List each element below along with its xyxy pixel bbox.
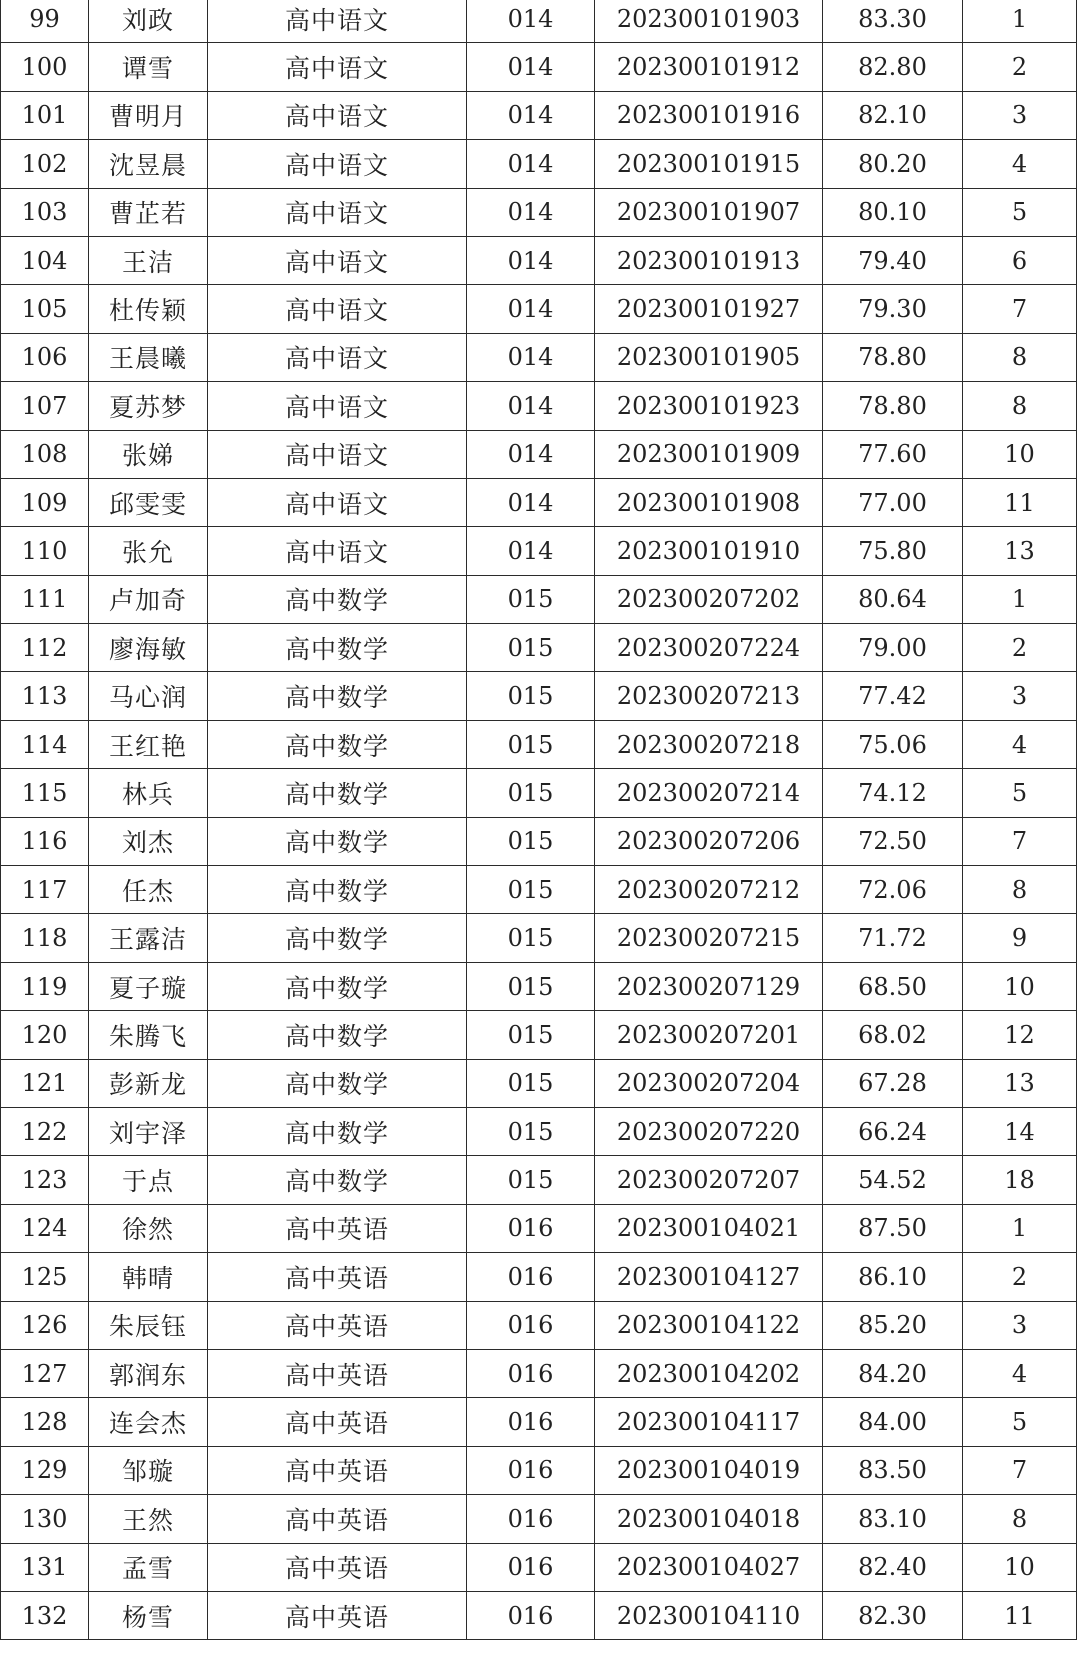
- row-number-cell: 117: [1, 866, 89, 914]
- exam-id-cell: 202300207215: [595, 914, 823, 962]
- rank-cell: 3: [963, 672, 1077, 720]
- position-code-cell: 014: [467, 43, 595, 91]
- score-cell: 83.10: [823, 1495, 963, 1543]
- row-number-cell: 128: [1, 1398, 89, 1446]
- score-cell: 74.12: [823, 769, 963, 817]
- position-code-cell: 016: [467, 1446, 595, 1494]
- score-cell: 72.06: [823, 866, 963, 914]
- exam-id-cell: 202300104110: [595, 1591, 823, 1639]
- rank-cell: 8: [963, 382, 1077, 430]
- candidate-name-cell: 邱雯雯: [89, 478, 208, 526]
- table-row: [1, 1446, 1077, 1494]
- table-row: [1, 91, 1077, 139]
- score-cell: 77.60: [823, 430, 963, 478]
- candidate-name-cell: 刘政: [89, 0, 208, 43]
- position-code-cell: 016: [467, 1591, 595, 1639]
- subject-cell: 高中数学: [208, 1107, 467, 1155]
- table-row: [1, 0, 1077, 43]
- subject-cell: 高中英语: [208, 1204, 467, 1252]
- score-cell: 80.64: [823, 575, 963, 623]
- subject-cell: 高中数学: [208, 866, 467, 914]
- table-row: [1, 1543, 1077, 1591]
- exam-id-cell: 202300101916: [595, 91, 823, 139]
- score-cell: 54.52: [823, 1156, 963, 1204]
- row-number-cell: 115: [1, 769, 89, 817]
- rank-cell: 9: [963, 914, 1077, 962]
- rank-cell: 10: [963, 962, 1077, 1010]
- exam-id-cell: 202300207224: [595, 624, 823, 672]
- position-code-cell: 014: [467, 382, 595, 430]
- rank-cell: 5: [963, 769, 1077, 817]
- subject-cell: 高中英语: [208, 1495, 467, 1543]
- score-cell: 77.00: [823, 478, 963, 526]
- score-cell: 86.10: [823, 1253, 963, 1301]
- exam-id-cell: 202300104018: [595, 1495, 823, 1543]
- subject-cell: 高中语文: [208, 43, 467, 91]
- table-row: [1, 430, 1077, 478]
- exam-id-cell: 202300101927: [595, 285, 823, 333]
- rank-cell: 8: [963, 333, 1077, 381]
- subject-cell: 高中英语: [208, 1543, 467, 1591]
- subject-cell: 高中数学: [208, 817, 467, 865]
- rank-cell: 7: [963, 817, 1077, 865]
- row-number-cell: 108: [1, 430, 89, 478]
- score-cell: 79.30: [823, 285, 963, 333]
- exam-id-cell: 202300207220: [595, 1107, 823, 1155]
- rank-cell: 1: [963, 575, 1077, 623]
- table-row: [1, 140, 1077, 188]
- position-code-cell: 016: [467, 1204, 595, 1252]
- candidate-name-cell: 夏子璇: [89, 962, 208, 1010]
- table-row: [1, 1156, 1077, 1204]
- subject-cell: 高中语文: [208, 382, 467, 430]
- table-row: [1, 43, 1077, 91]
- row-number-cell: 118: [1, 914, 89, 962]
- subject-cell: 高中语文: [208, 430, 467, 478]
- position-code-cell: 014: [467, 333, 595, 381]
- table-row: [1, 624, 1077, 672]
- position-code-cell: 015: [467, 817, 595, 865]
- table-row: [1, 1107, 1077, 1155]
- subject-cell: 高中语文: [208, 527, 467, 575]
- score-cell: 82.40: [823, 1543, 963, 1591]
- subject-cell: 高中语文: [208, 478, 467, 526]
- exam-id-cell: 202300207218: [595, 720, 823, 768]
- subject-cell: 高中数学: [208, 672, 467, 720]
- row-number-cell: 106: [1, 333, 89, 381]
- rank-cell: 12: [963, 1011, 1077, 1059]
- row-number-cell: 109: [1, 478, 89, 526]
- candidate-name-cell: 徐然: [89, 1204, 208, 1252]
- subject-cell: 高中数学: [208, 914, 467, 962]
- row-number-cell: 125: [1, 1253, 89, 1301]
- row-number-cell: 123: [1, 1156, 89, 1204]
- position-code-cell: 015: [467, 914, 595, 962]
- rank-cell: 13: [963, 1059, 1077, 1107]
- position-code-cell: 015: [467, 1011, 595, 1059]
- rank-cell: 4: [963, 720, 1077, 768]
- rank-cell: 8: [963, 866, 1077, 914]
- row-number-cell: 126: [1, 1301, 89, 1349]
- table-row: [1, 720, 1077, 768]
- rank-cell: 4: [963, 140, 1077, 188]
- position-code-cell: 015: [467, 575, 595, 623]
- candidate-name-cell: 廖海敏: [89, 624, 208, 672]
- subject-cell: 高中数学: [208, 720, 467, 768]
- exam-id-cell: 202300101907: [595, 188, 823, 236]
- table-row: [1, 478, 1077, 526]
- score-cell: 87.50: [823, 1204, 963, 1252]
- score-cell: 79.40: [823, 236, 963, 284]
- subject-cell: 高中英语: [208, 1301, 467, 1349]
- row-number-cell: 119: [1, 962, 89, 1010]
- candidate-name-cell: 谭雪: [89, 43, 208, 91]
- table-row: [1, 914, 1077, 962]
- row-number-cell: 110: [1, 527, 89, 575]
- exam-id-cell: 202300104019: [595, 1446, 823, 1494]
- row-number-cell: 121: [1, 1059, 89, 1107]
- candidate-name-cell: 王洁: [89, 236, 208, 284]
- exam-id-cell: 202300104021: [595, 1204, 823, 1252]
- position-code-cell: 015: [467, 720, 595, 768]
- score-cell: 78.80: [823, 382, 963, 430]
- score-cell: 84.00: [823, 1398, 963, 1446]
- candidate-name-cell: 林兵: [89, 769, 208, 817]
- table-row: [1, 285, 1077, 333]
- table-row: [1, 1059, 1077, 1107]
- score-cell: 71.72: [823, 914, 963, 962]
- candidate-name-cell: 杨雪: [89, 1591, 208, 1639]
- candidate-name-cell: 张娣: [89, 430, 208, 478]
- subject-cell: 高中英语: [208, 1349, 467, 1397]
- position-code-cell: 015: [467, 624, 595, 672]
- exam-id-cell: 202300101905: [595, 333, 823, 381]
- table-row: [1, 1398, 1077, 1446]
- position-code-cell: 015: [467, 1059, 595, 1107]
- candidate-name-cell: 张允: [89, 527, 208, 575]
- candidate-name-cell: 郭润东: [89, 1349, 208, 1397]
- exam-id-cell: 202300104122: [595, 1301, 823, 1349]
- subject-cell: 高中语文: [208, 140, 467, 188]
- table-row: [1, 1349, 1077, 1397]
- subject-cell: 高中语文: [208, 91, 467, 139]
- candidate-name-cell: 夏苏梦: [89, 382, 208, 430]
- candidate-name-cell: 曹明月: [89, 91, 208, 139]
- exam-id-cell: 202300101908: [595, 478, 823, 526]
- candidate-name-cell: 马心润: [89, 672, 208, 720]
- rank-cell: 7: [963, 1446, 1077, 1494]
- rank-cell: 10: [963, 1543, 1077, 1591]
- position-code-cell: 015: [467, 1156, 595, 1204]
- rank-cell: 6: [963, 236, 1077, 284]
- subject-cell: 高中英语: [208, 1446, 467, 1494]
- row-number-cell: 99: [1, 0, 89, 43]
- subject-cell: 高中数学: [208, 575, 467, 623]
- table-row: [1, 236, 1077, 284]
- exam-id-cell: 202300104127: [595, 1253, 823, 1301]
- score-cell: 68.02: [823, 1011, 963, 1059]
- table-row: [1, 817, 1077, 865]
- exam-id-cell: 202300104202: [595, 1349, 823, 1397]
- position-code-cell: 014: [467, 91, 595, 139]
- subject-cell: 高中语文: [208, 285, 467, 333]
- subject-cell: 高中数学: [208, 962, 467, 1010]
- subject-cell: 高中语文: [208, 333, 467, 381]
- table-row: [1, 1495, 1077, 1543]
- table-row: [1, 866, 1077, 914]
- row-number-cell: 100: [1, 43, 89, 91]
- rank-cell: 5: [963, 1398, 1077, 1446]
- rank-cell: 1: [963, 1204, 1077, 1252]
- exam-id-cell: 202300101923: [595, 382, 823, 430]
- exam-id-cell: 202300207129: [595, 962, 823, 1010]
- subject-cell: 高中数学: [208, 769, 467, 817]
- position-code-cell: 015: [467, 866, 595, 914]
- rank-cell: 3: [963, 91, 1077, 139]
- exam-id-cell: 202300207206: [595, 817, 823, 865]
- candidate-name-cell: 朱辰钰: [89, 1301, 208, 1349]
- position-code-cell: 014: [467, 188, 595, 236]
- exam-id-cell: 202300207204: [595, 1059, 823, 1107]
- exam-id-cell: 202300207202: [595, 575, 823, 623]
- subject-cell: 高中数学: [208, 1156, 467, 1204]
- score-cell: 78.80: [823, 333, 963, 381]
- rank-cell: 13: [963, 527, 1077, 575]
- candidate-name-cell: 彭新龙: [89, 1059, 208, 1107]
- position-code-cell: 016: [467, 1253, 595, 1301]
- candidate-name-cell: 曹芷若: [89, 188, 208, 236]
- table-row: [1, 1011, 1077, 1059]
- subject-cell: 高中语文: [208, 0, 467, 43]
- rank-cell: 4: [963, 1349, 1077, 1397]
- candidate-name-cell: 孟雪: [89, 1543, 208, 1591]
- rank-cell: 2: [963, 624, 1077, 672]
- candidate-name-cell: 刘杰: [89, 817, 208, 865]
- position-code-cell: 014: [467, 285, 595, 333]
- table-body: [1, 0, 1077, 1640]
- candidate-name-cell: 王然: [89, 1495, 208, 1543]
- score-cell: 80.20: [823, 140, 963, 188]
- position-code-cell: 016: [467, 1495, 595, 1543]
- table-row: [1, 962, 1077, 1010]
- score-cell: 66.24: [823, 1107, 963, 1155]
- rank-cell: 10: [963, 430, 1077, 478]
- score-cell: 79.00: [823, 624, 963, 672]
- candidate-name-cell: 王晨曦: [89, 333, 208, 381]
- exam-id-cell: 202300101910: [595, 527, 823, 575]
- row-number-cell: 116: [1, 817, 89, 865]
- exam-id-cell: 202300104117: [595, 1398, 823, 1446]
- row-number-cell: 131: [1, 1543, 89, 1591]
- rank-cell: 18: [963, 1156, 1077, 1204]
- position-code-cell: 014: [467, 478, 595, 526]
- score-cell: 72.50: [823, 817, 963, 865]
- row-number-cell: 132: [1, 1591, 89, 1639]
- score-cell: 82.30: [823, 1591, 963, 1639]
- position-code-cell: 014: [467, 140, 595, 188]
- score-cell: 80.10: [823, 188, 963, 236]
- exam-id-cell: 202300101915: [595, 140, 823, 188]
- score-cell: 83.30: [823, 0, 963, 43]
- candidate-name-cell: 韩晴: [89, 1253, 208, 1301]
- position-code-cell: 016: [467, 1349, 595, 1397]
- exam-id-cell: 202300207212: [595, 866, 823, 914]
- rank-cell: 8: [963, 1495, 1077, 1543]
- score-cell: 82.10: [823, 91, 963, 139]
- score-cell: 84.20: [823, 1349, 963, 1397]
- subject-cell: 高中英语: [208, 1591, 467, 1639]
- table-row: [1, 188, 1077, 236]
- table-row: [1, 1301, 1077, 1349]
- position-code-cell: 016: [467, 1543, 595, 1591]
- rank-cell: 5: [963, 188, 1077, 236]
- row-number-cell: 112: [1, 624, 89, 672]
- position-code-cell: 014: [467, 236, 595, 284]
- row-number-cell: 103: [1, 188, 89, 236]
- candidate-name-cell: 邹璇: [89, 1446, 208, 1494]
- candidate-name-cell: 王红艳: [89, 720, 208, 768]
- exam-id-cell: 202300101912: [595, 43, 823, 91]
- row-number-cell: 129: [1, 1446, 89, 1494]
- row-number-cell: 107: [1, 382, 89, 430]
- exam-id-cell: 202300101909: [595, 430, 823, 478]
- position-code-cell: 015: [467, 769, 595, 817]
- candidate-name-cell: 沈昱晨: [89, 140, 208, 188]
- rank-cell: 2: [963, 43, 1077, 91]
- position-code-cell: 014: [467, 0, 595, 43]
- table-row: [1, 769, 1077, 817]
- row-number-cell: 120: [1, 1011, 89, 1059]
- score-cell: 75.80: [823, 527, 963, 575]
- position-code-cell: 015: [467, 962, 595, 1010]
- exam-id-cell: 202300101903: [595, 0, 823, 43]
- table-row: [1, 672, 1077, 720]
- exam-id-cell: 202300207201: [595, 1011, 823, 1059]
- subject-cell: 高中语文: [208, 236, 467, 284]
- table-row: [1, 333, 1077, 381]
- candidate-name-cell: 连会杰: [89, 1398, 208, 1446]
- row-number-cell: 104: [1, 236, 89, 284]
- table-row: [1, 1204, 1077, 1252]
- candidate-name-cell: 卢加奇: [89, 575, 208, 623]
- row-number-cell: 122: [1, 1107, 89, 1155]
- score-cell: 77.42: [823, 672, 963, 720]
- position-code-cell: 015: [467, 672, 595, 720]
- position-code-cell: 016: [467, 1398, 595, 1446]
- table-row: [1, 527, 1077, 575]
- candidate-name-cell: 任杰: [89, 866, 208, 914]
- rank-cell: 11: [963, 1591, 1077, 1639]
- candidate-name-cell: 王露洁: [89, 914, 208, 962]
- rank-cell: 14: [963, 1107, 1077, 1155]
- row-number-cell: 113: [1, 672, 89, 720]
- rank-cell: 2: [963, 1253, 1077, 1301]
- subject-cell: 高中英语: [208, 1253, 467, 1301]
- subject-cell: 高中语文: [208, 188, 467, 236]
- exam-id-cell: 202300207213: [595, 672, 823, 720]
- row-number-cell: 114: [1, 720, 89, 768]
- exam-id-cell: 202300101913: [595, 236, 823, 284]
- score-cell: 85.20: [823, 1301, 963, 1349]
- candidate-name-cell: 杜传颖: [89, 285, 208, 333]
- subject-cell: 高中数学: [208, 1011, 467, 1059]
- subject-cell: 高中英语: [208, 1398, 467, 1446]
- candidate-name-cell: 朱腾飞: [89, 1011, 208, 1059]
- exam-id-cell: 202300207214: [595, 769, 823, 817]
- row-number-cell: 111: [1, 575, 89, 623]
- exam-id-cell: 202300207207: [595, 1156, 823, 1204]
- rank-cell: 3: [963, 1301, 1077, 1349]
- score-cell: 82.80: [823, 43, 963, 91]
- rank-cell: 7: [963, 285, 1077, 333]
- table-row: [1, 1253, 1077, 1301]
- score-cell: 83.50: [823, 1446, 963, 1494]
- position-code-cell: 015: [467, 1107, 595, 1155]
- row-number-cell: 127: [1, 1349, 89, 1397]
- table-row: [1, 575, 1077, 623]
- score-cell: 67.28: [823, 1059, 963, 1107]
- candidate-name-cell: 刘宇泽: [89, 1107, 208, 1155]
- row-number-cell: 105: [1, 285, 89, 333]
- table-row: [1, 1591, 1077, 1639]
- subject-cell: 高中数学: [208, 1059, 467, 1107]
- position-code-cell: 014: [467, 430, 595, 478]
- score-cell: 75.06: [823, 720, 963, 768]
- position-code-cell: 014: [467, 527, 595, 575]
- subject-cell: 高中数学: [208, 624, 467, 672]
- rank-cell: 1: [963, 0, 1077, 43]
- candidate-name-cell: 于点: [89, 1156, 208, 1204]
- exam-id-cell: 202300104027: [595, 1543, 823, 1591]
- row-number-cell: 124: [1, 1204, 89, 1252]
- row-number-cell: 130: [1, 1495, 89, 1543]
- table-row: [1, 382, 1077, 430]
- row-number-cell: 101: [1, 91, 89, 139]
- score-cell: 68.50: [823, 962, 963, 1010]
- rank-cell: 11: [963, 478, 1077, 526]
- row-number-cell: 102: [1, 140, 89, 188]
- position-code-cell: 016: [467, 1301, 595, 1349]
